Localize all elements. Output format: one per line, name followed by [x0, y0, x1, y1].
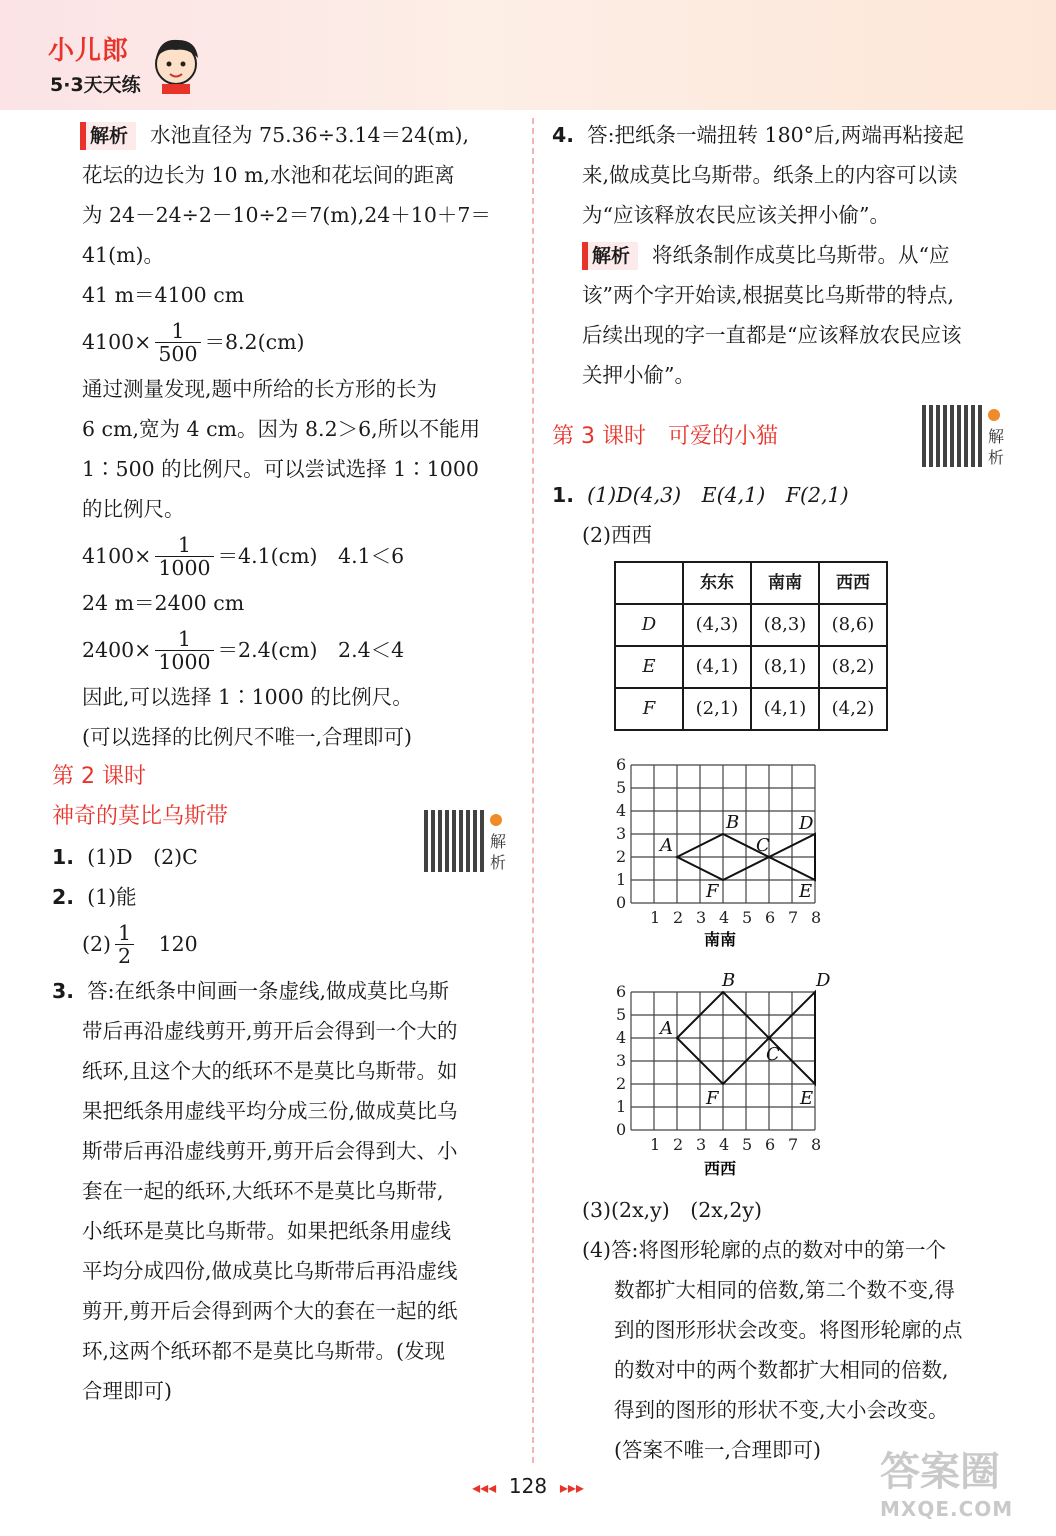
table-cell: (4,1) — [683, 646, 751, 688]
svg-text:3: 3 — [696, 1135, 707, 1154]
grid-caption: 南南 — [704, 930, 737, 949]
svg-text:C: C — [766, 1044, 780, 1065]
svg-text:D: D — [816, 970, 831, 991]
svg-text:F: F — [706, 1088, 719, 1109]
table-cell: (4,2) — [819, 688, 887, 730]
eq-post: 120 — [138, 932, 198, 956]
text-line: (可以选择的比例尺不唯一,合理即可) — [82, 725, 413, 749]
answer-text: 环,这两个纸环都不是莫比乌斯带。(发现 — [82, 1339, 446, 1363]
brand-logo — [48, 30, 198, 98]
eq-pre: (2) — [82, 932, 112, 956]
fraction — [155, 534, 213, 579]
text-line: 将纸条制作成莫比乌斯带。从“应 — [652, 243, 950, 267]
svg-text:A: A — [660, 835, 673, 856]
svg-text:3: 3 — [696, 908, 707, 927]
text-line: 该”两个字开始读,根据莫比乌斯带的特点, — [582, 283, 955, 307]
arrow-left-icon: ◂◂◂ — [472, 1478, 497, 1497]
svg-text:5: 5 — [742, 1135, 753, 1154]
fraction — [115, 922, 134, 967]
svg-text:C: C — [756, 835, 770, 856]
text-line: 24 m＝2400 cm — [82, 591, 245, 615]
svg-text:F: F — [706, 881, 719, 902]
answer-text: (1)能 — [87, 885, 137, 909]
watermark — [880, 1440, 1050, 1530]
svg-text:4: 4 — [719, 908, 730, 927]
svg-text:1: 1 — [650, 908, 661, 927]
play-icon — [490, 814, 502, 826]
svg-text:2: 2 — [616, 847, 627, 866]
answer-text: 剪开,剪开后会得到两个大的套在一起的纸 — [82, 1299, 458, 1323]
table-row — [615, 688, 887, 730]
analysis-tag: 解析 — [582, 242, 638, 270]
table-cell: (8,6) — [819, 604, 887, 646]
answer-text: (1)D (2)C — [87, 845, 198, 869]
answer-text: 带后再沿虚线剪开,剪开后会得到一个大的 — [82, 1019, 458, 1043]
brand-series: 5·3天天练 — [50, 74, 141, 96]
text-line: 1∶500 的比例尺。可以尝试选择 1∶1000 — [82, 457, 479, 481]
svg-text:5: 5 — [616, 1005, 627, 1024]
answer-text: 平均分成四份,做成莫比乌斯带后再沿虚线 — [82, 1259, 458, 1283]
answer-text: 套在一起的纸环,大纸环不是莫比乌斯带, — [82, 1179, 444, 1203]
eq-pre: 2400× — [82, 638, 152, 662]
watermark-url: MXQE.COM — [880, 1497, 1014, 1521]
fraction-den: 500 — [158, 341, 198, 366]
text-line: 因此,可以选择 1∶1000 的比例尺。 — [82, 685, 413, 709]
text-line: 水池直径为 75.36÷3.14＝24(m), — [150, 123, 470, 147]
fraction-num: 1 — [155, 320, 200, 343]
brand-name: 小儿郎 — [48, 36, 130, 66]
table-cell: (4,3) — [683, 604, 751, 646]
answer-text: 斯带后再沿虚线剪开,剪开后会得到大、小 — [82, 1139, 458, 1163]
left-column — [52, 115, 514, 1411]
svg-text:0: 0 — [616, 1120, 627, 1139]
table-row — [615, 646, 887, 688]
answer-text: 果把纸条用虚线平均分成三份,做成莫比乌 — [82, 1099, 458, 1123]
table-cell: (8,3) — [751, 604, 819, 646]
equation — [52, 315, 514, 369]
answer-text: 合理即可) — [82, 1379, 172, 1403]
svg-text:A: A — [660, 1018, 673, 1039]
svg-text:B: B — [726, 812, 740, 833]
equation — [52, 917, 514, 971]
fraction-num: 1 — [115, 922, 134, 945]
question-number: 3. — [52, 979, 75, 1003]
mascot-icon — [148, 34, 204, 96]
svg-text:1: 1 — [650, 1135, 661, 1154]
grid-xixi — [606, 970, 836, 1180]
qr-label — [490, 810, 510, 873]
analysis-tag: 解析 — [80, 122, 136, 150]
svg-text:4: 4 — [616, 801, 627, 820]
question-number: 1. — [52, 845, 75, 869]
fraction-den: 1000 — [158, 555, 211, 580]
svg-text:1: 1 — [616, 870, 627, 889]
right-column — [552, 115, 1014, 731]
equation — [52, 529, 514, 583]
answer-text: 纸环,且这个大的纸环不是莫比乌斯带。如 — [82, 1059, 458, 1083]
column-divider — [532, 118, 534, 1463]
svg-text:7: 7 — [788, 1135, 799, 1154]
answer-text: (4)答:将图形轮廓的点的数对中的第一个 — [582, 1238, 946, 1262]
question-number: 4. — [552, 123, 575, 147]
qr-code[interactable] — [424, 810, 507, 872]
answer-text: 来,做成莫比乌斯带。纸条上的内容可以读 — [582, 163, 958, 187]
svg-text:6: 6 — [616, 982, 627, 1001]
answer-text: 为“应该释放农民应该关押小偷”。 — [582, 203, 890, 227]
qr-code-icon — [424, 810, 486, 872]
grid-nannan — [606, 755, 836, 955]
analysis-para — [52, 115, 514, 155]
grid-caption: 西西 — [704, 1159, 737, 1178]
text-line: 6 cm,宽为 4 cm。因为 8.2＞6,所以不能用 — [82, 417, 481, 441]
svg-text:2: 2 — [673, 908, 684, 927]
svg-text:8: 8 — [811, 1135, 822, 1154]
text-line: 通过测量发现,题中所给的长方形的长为 — [82, 377, 438, 401]
table-header-row — [615, 562, 887, 604]
fraction-num: 1 — [155, 628, 213, 651]
watermark-text: 答案圈 — [880, 1449, 1000, 1495]
svg-text:E: E — [800, 1088, 814, 1109]
equation — [52, 623, 514, 677]
qr-label-text: 解析 — [988, 427, 1005, 467]
table-header: 南南 — [751, 562, 819, 604]
table-row — [615, 604, 887, 646]
eq-post: ＝8.2(cm) — [204, 330, 305, 354]
svg-text:1: 1 — [616, 1097, 627, 1116]
svg-text:4: 4 — [719, 1135, 730, 1154]
svg-text:6: 6 — [765, 1135, 776, 1154]
text-line: 41(m)。 — [82, 243, 165, 267]
eq-pre: 4100× — [82, 544, 152, 568]
answer-text: 的数对中的两个数都扩大相同的倍数, — [614, 1358, 949, 1382]
svg-text:3: 3 — [616, 824, 627, 843]
table-cell: D — [615, 604, 683, 646]
eq-pre: 4100× — [82, 330, 152, 354]
text-line: 41 m＝4100 cm — [82, 283, 245, 307]
table-cell: (4,1) — [751, 688, 819, 730]
svg-text:B: B — [722, 970, 736, 991]
svg-text:5: 5 — [616, 778, 627, 797]
fraction-den: 2 — [118, 943, 132, 968]
answer-text: 得到的图形的形状不变,大小会改变。 — [614, 1398, 949, 1422]
text-line: 的比例尺。 — [82, 497, 185, 521]
table-header: 西西 — [819, 562, 887, 604]
answer-text: (答案不唯一,合理即可) — [614, 1438, 822, 1462]
page-number: 128 — [508, 1474, 548, 1498]
answer-text: (3)(2x,y) (2x,2y) — [582, 1198, 762, 1222]
section-title: 第 3 课时 可爱的小猫 — [552, 424, 778, 449]
svg-text:D: D — [799, 813, 814, 834]
qr-label-text: 解析 — [490, 832, 507, 872]
answer-text: 到的图形形状会改变。将图形轮廓的点 — [614, 1318, 963, 1342]
svg-text:3: 3 — [616, 1051, 627, 1070]
svg-text:7: 7 — [788, 908, 799, 927]
section-title: 神奇的莫比乌斯带 — [52, 804, 229, 829]
table-cell: F — [615, 688, 683, 730]
svg-text:6: 6 — [765, 908, 776, 927]
table-cell: E — [615, 646, 683, 688]
svg-text:8: 8 — [811, 908, 822, 927]
fraction — [155, 320, 200, 365]
fraction — [155, 628, 213, 673]
right-column-lower — [552, 1190, 1014, 1470]
answer-text: (1)D(4,3) E(4,1) F(2,1) — [587, 483, 849, 507]
coordinate-table — [614, 561, 888, 731]
fraction-num: 1 — [155, 534, 213, 557]
answer-text: 答:把纸条一端扭转 180°后,两端再粘接起 — [587, 123, 964, 147]
table-header: 东东 — [683, 562, 751, 604]
text-line: 后续出现的字一直都是“应该释放农民应该 — [582, 323, 962, 347]
table-cell: (2,1) — [683, 688, 751, 730]
svg-text:5: 5 — [742, 908, 753, 927]
svg-text:E: E — [799, 881, 813, 902]
answer-text: 小纸环是莫比乌斯带。如果把纸条用虚线 — [82, 1219, 451, 1243]
fraction-den: 1000 — [158, 649, 211, 674]
table-cell: (8,2) — [819, 646, 887, 688]
answer-text: 数都扩大相同的倍数,第二个数不变,得 — [614, 1278, 956, 1302]
table-header — [615, 562, 683, 604]
text-line: 为 24－24÷2－10÷2＝7(m),24＋10＋7＝ — [82, 203, 491, 227]
svg-text:0: 0 — [616, 893, 627, 912]
table-cell: (8,1) — [751, 646, 819, 688]
text-line: 关押小偷”。 — [582, 363, 695, 387]
svg-text:2: 2 — [616, 1074, 627, 1093]
text-line: 花坛的边长为 10 m,水池和花坛间的距离 — [82, 163, 455, 187]
arrow-right-icon: ▸▸▸ — [559, 1478, 584, 1497]
eq-post: ＝2.4(cm) 2.4＜4 — [217, 638, 405, 662]
svg-text:6: 6 — [616, 755, 627, 774]
answer-text: 答:在纸条中间画一条虚线,做成莫比乌斯 — [87, 979, 450, 1003]
svg-text:2: 2 — [673, 1135, 684, 1154]
eq-post: ＝4.1(cm) 4.1＜6 — [217, 544, 405, 568]
section-title: 第 2 课时 — [52, 764, 146, 789]
answer-text: (2)西西 — [582, 523, 653, 547]
question-number: 1. — [552, 483, 575, 507]
svg-text:4: 4 — [616, 1028, 627, 1047]
question-number: 2. — [52, 885, 75, 909]
